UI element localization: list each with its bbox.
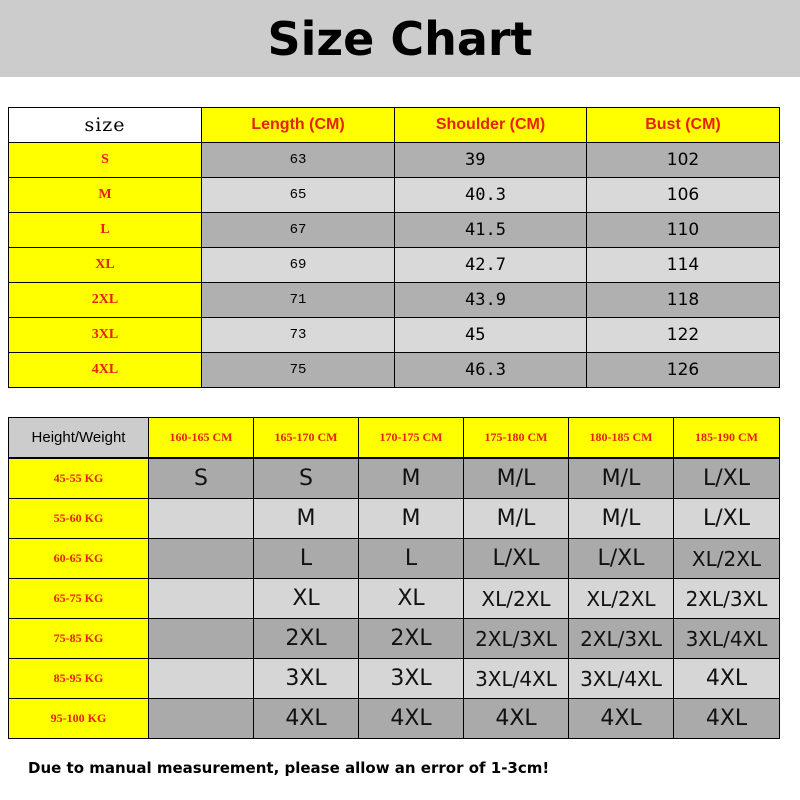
height-header: 180-185 CM [569, 418, 674, 459]
size-recommendation: XL/2XL [674, 539, 780, 579]
shoulder-value: 39 [395, 143, 587, 178]
bust-value: 106 [587, 178, 780, 213]
size-recommendation: 2XL/3XL [674, 579, 780, 619]
size-recommendation: 3XL/4XL [569, 659, 674, 699]
size-recommendation [149, 699, 254, 739]
bust-value: 126 [587, 353, 780, 388]
shoulder-value: 46.3 [395, 353, 587, 388]
shoulder-value: 43.9 [395, 283, 587, 318]
size-recommendation: 2XL [359, 619, 464, 659]
shoulder-value: 42.7 [395, 248, 587, 283]
size-recommendation: 4XL [254, 699, 359, 739]
size-recommendation: 4XL [464, 699, 569, 739]
size-label: 4XL [9, 353, 202, 388]
table-row [9, 248, 780, 283]
table-row [9, 499, 780, 539]
measurement-header-row [9, 108, 780, 143]
size-recommendation: XL/2XL [464, 579, 569, 619]
header-height-weight: Height/Weight [9, 418, 149, 459]
size-recommendation [149, 499, 254, 539]
size-recommendation: 3XL/4XL [464, 659, 569, 699]
shoulder-value: 45 [395, 318, 587, 353]
height-header: 165-170 CM [254, 418, 359, 459]
table-row [9, 659, 780, 699]
table-row [9, 318, 780, 353]
size-recommendation: 2XL/3XL [464, 619, 569, 659]
height-header: 175-180 CM [464, 418, 569, 459]
size-recommendation: M [359, 458, 464, 499]
table-row [9, 699, 780, 739]
size-recommendation: 4XL [569, 699, 674, 739]
length-value: 69 [202, 248, 395, 283]
size-recommendation [149, 659, 254, 699]
size-recommendation: 2XL [254, 619, 359, 659]
size-label: L [9, 213, 202, 248]
size-recommendation: L/XL [464, 539, 569, 579]
size-recommendation: M/L [569, 458, 674, 499]
header-size: size [9, 108, 202, 143]
length-value: 65 [202, 178, 395, 213]
length-value: 75 [202, 353, 395, 388]
size-label: M [9, 178, 202, 213]
size-recommendation: XL/2XL [569, 579, 674, 619]
shoulder-value: 40.3 [395, 178, 587, 213]
height-header: 170-175 CM [359, 418, 464, 459]
size-recommendation: M/L [464, 499, 569, 539]
weight-label: 95-100 KG [9, 699, 149, 739]
size-label: 3XL [9, 318, 202, 353]
measurement-table [8, 107, 780, 388]
table-row [9, 283, 780, 318]
size-recommendation: L [254, 539, 359, 579]
size-label: S [9, 143, 202, 178]
length-value: 73 [202, 318, 395, 353]
table-row [9, 143, 780, 178]
size-recommendation: 2XL/3XL [569, 619, 674, 659]
header-bust: Bust (CM) [587, 108, 780, 143]
size-recommendation [149, 539, 254, 579]
size-recommendation: M/L [569, 499, 674, 539]
size-recommendation: XL [254, 579, 359, 619]
bust-value: 118 [587, 283, 780, 318]
bust-value: 110 [587, 213, 780, 248]
size-recommendation [149, 579, 254, 619]
size-label: 2XL [9, 283, 202, 318]
weight-label: 75-85 KG [9, 619, 149, 659]
weight-label: 85-95 KG [9, 659, 149, 699]
size-recommendation: M/L [464, 458, 569, 499]
size-recommendation: XL [359, 579, 464, 619]
size-recommendation: L [359, 539, 464, 579]
table-row [9, 353, 780, 388]
page-title: Size Chart [267, 11, 533, 66]
height-header: 185-190 CM [674, 418, 780, 459]
size-recommendation [149, 619, 254, 659]
bust-value: 114 [587, 248, 780, 283]
size-recommendation: 3XL [254, 659, 359, 699]
table-row [9, 619, 780, 659]
weight-label: 55-60 KG [9, 499, 149, 539]
size-recommendation: L/XL [674, 499, 780, 539]
shoulder-value: 41.5 [395, 213, 587, 248]
size-recommendation: 3XL/4XL [674, 619, 780, 659]
size-label: XL [9, 248, 202, 283]
size-recommendation: L/XL [674, 458, 780, 499]
weight-label: 60-65 KG [9, 539, 149, 579]
size-recommendation: L/XL [569, 539, 674, 579]
title-banner [0, 0, 800, 77]
header-length: Length (CM) [202, 108, 395, 143]
size-recommendation: 4XL [674, 659, 780, 699]
size-recommendation: S [149, 458, 254, 499]
measurement-disclaimer: Due to manual measurement, please allow an error of 1-3cm! [28, 759, 550, 777]
table-row [9, 178, 780, 213]
bust-value: 122 [587, 318, 780, 353]
table-row [9, 579, 780, 619]
length-value: 71 [202, 283, 395, 318]
bust-value: 102 [587, 143, 780, 178]
weight-label: 45-55 KG [9, 458, 149, 499]
length-value: 63 [202, 143, 395, 178]
size-recommendation: S [254, 458, 359, 499]
header-shoulder: Shoulder (CM) [395, 108, 587, 143]
size-recommendation: 3XL [359, 659, 464, 699]
size-recommendation: M [254, 499, 359, 539]
table-row [9, 213, 780, 248]
table-row [9, 458, 780, 499]
length-value: 67 [202, 213, 395, 248]
size-recommendation: 4XL [674, 699, 780, 739]
size-recommendation: M [359, 499, 464, 539]
fit-header-row [9, 418, 780, 459]
fit-guide-table [8, 417, 780, 739]
table-row [9, 539, 780, 579]
height-header: 160-165 CM [149, 418, 254, 459]
weight-label: 65-75 KG [9, 579, 149, 619]
size-recommendation: 4XL [359, 699, 464, 739]
